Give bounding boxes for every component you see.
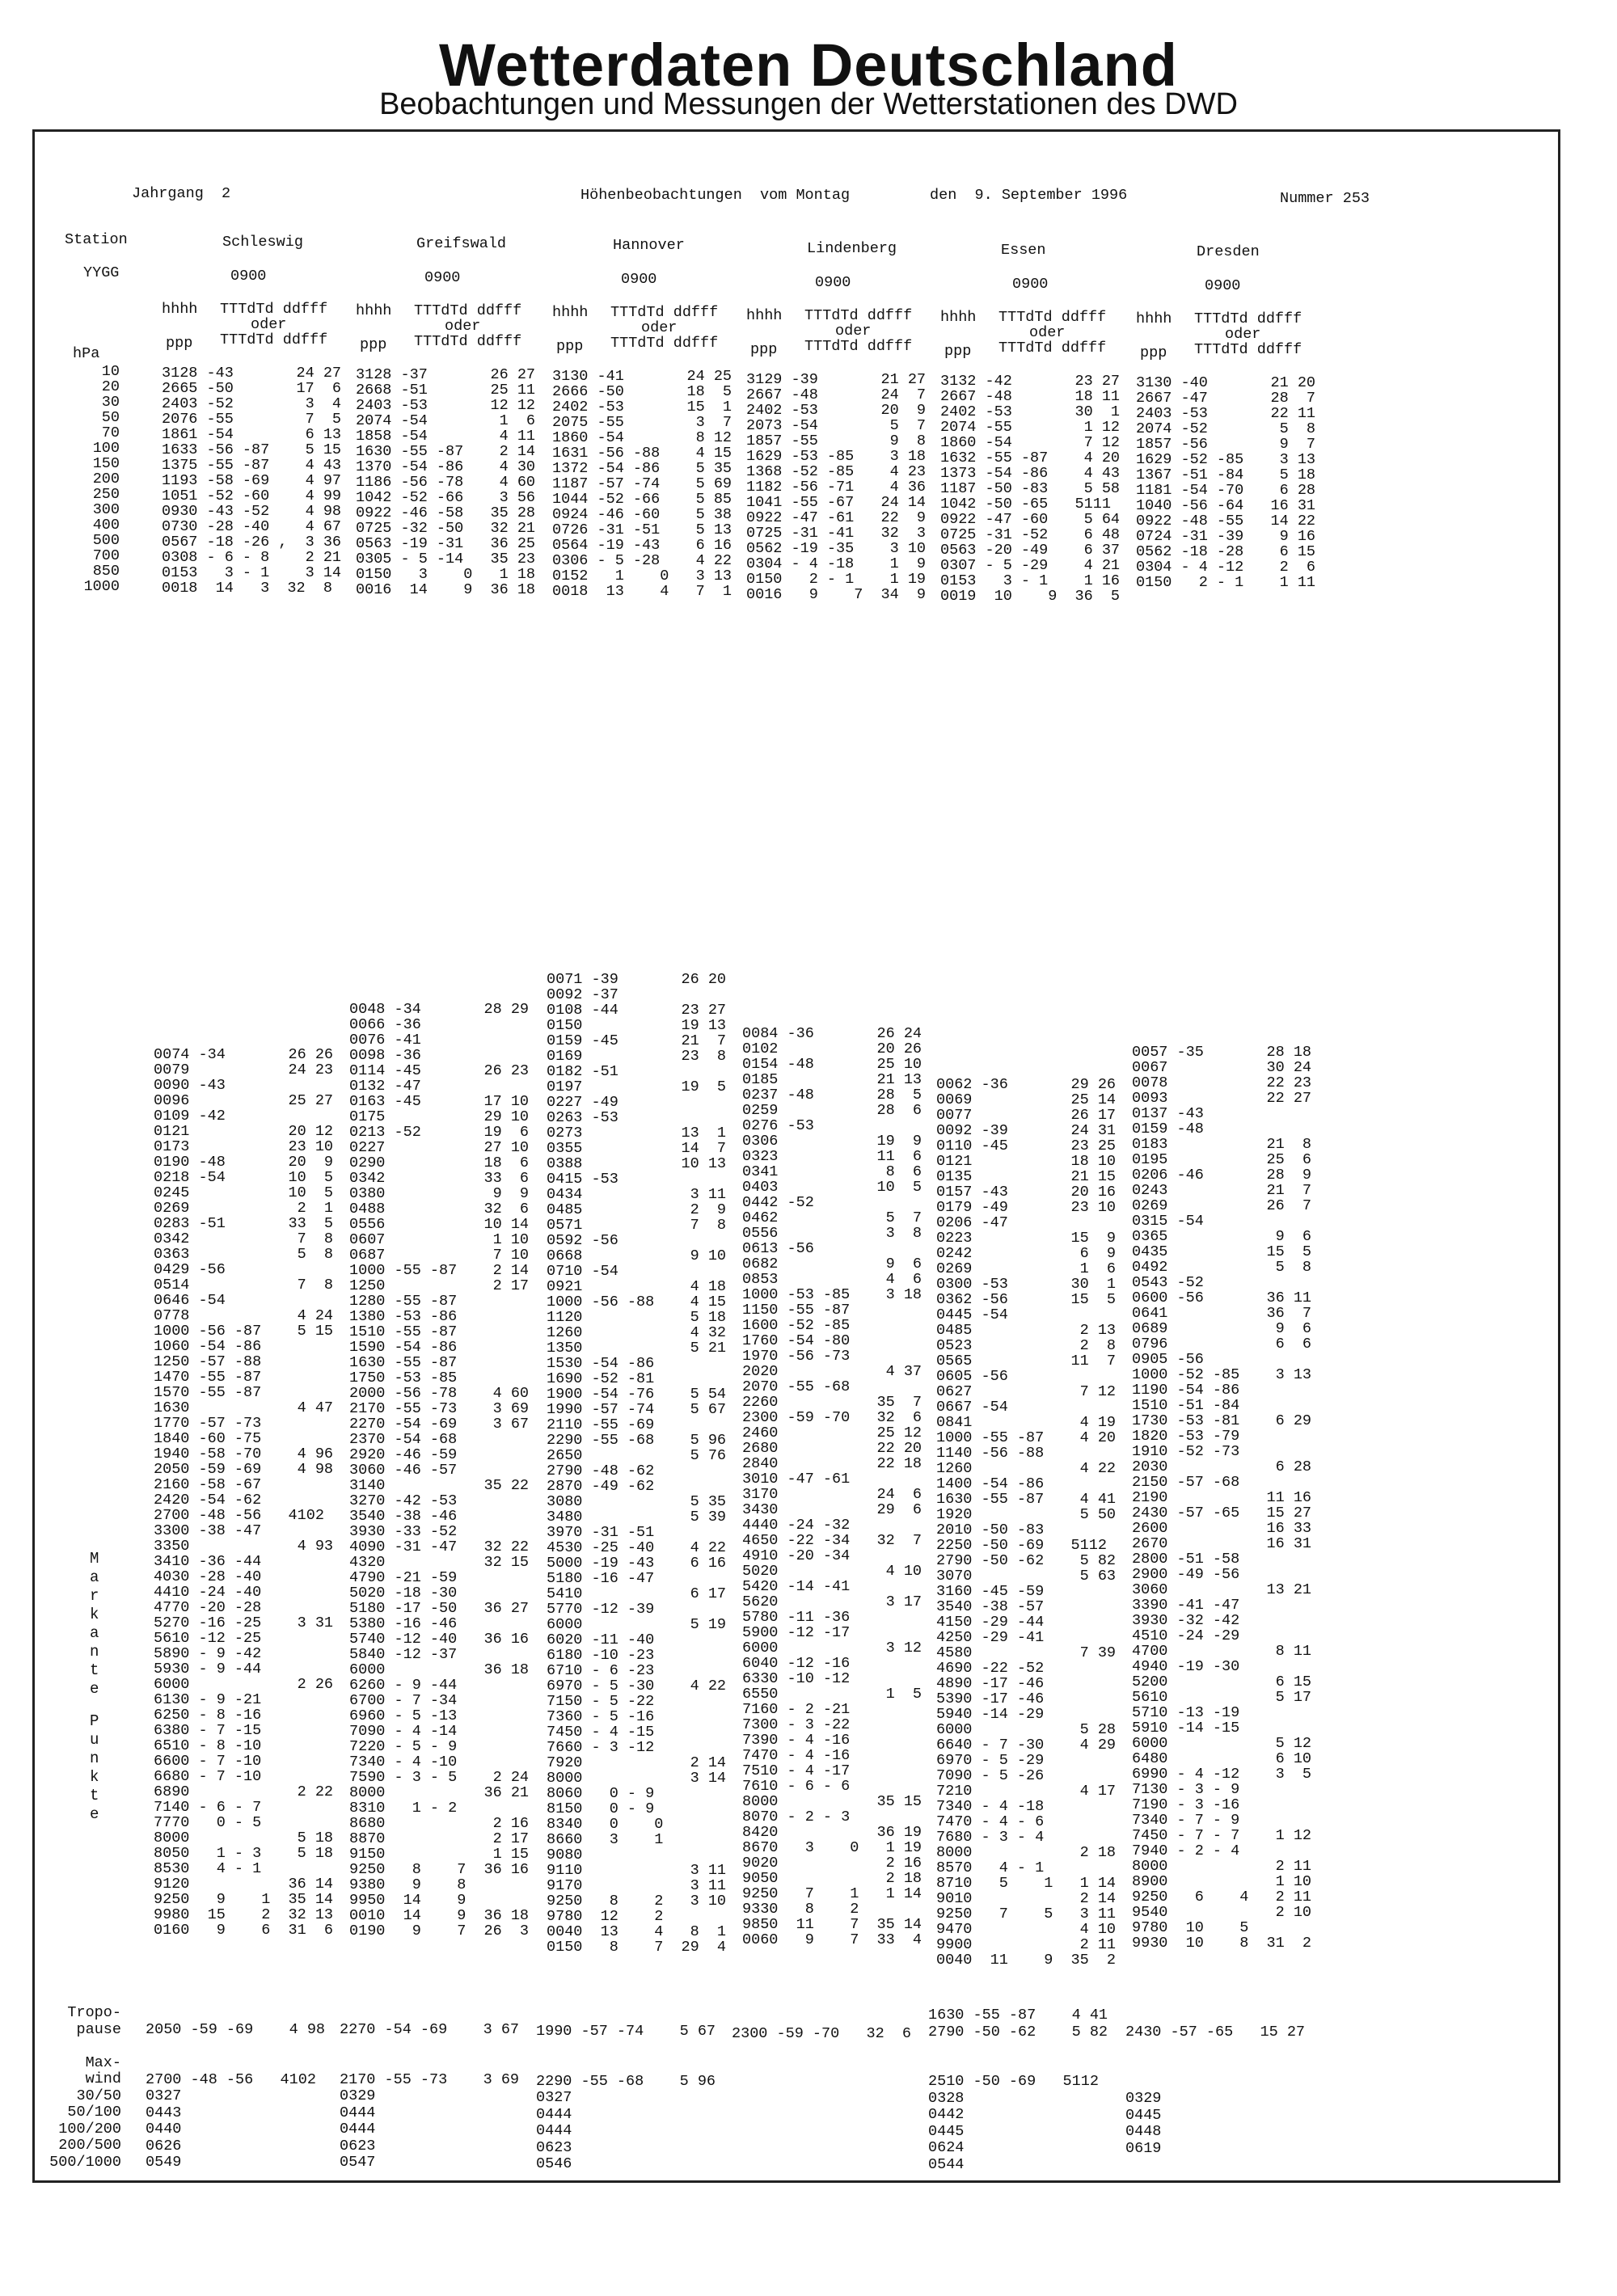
col-header-oder: oder bbox=[1029, 324, 1066, 341]
col-header-hhhh: hhhh bbox=[746, 307, 783, 324]
col-header-tttdtd-2: TTTdTd ddfff bbox=[804, 338, 913, 355]
station-time-greifswald: 0900 bbox=[424, 269, 461, 286]
station-name-essen: Essen bbox=[1001, 242, 1046, 259]
standard-levels-hannover: 3130 -41 24 25 2666 -50 18 5 2402 -53 15 1 2075 -55 3 7 1860 -54 8 12 1631 -56 -88 4 15 1372 -54 -86 5 35 1187 -57 -74 5 69 1044 -52 -66 5 85 0924 -46 -60 5 38 0726 -31 -51 5 13 0564 -19 -43 6 16 0306 - 5 -28 4 22 0152 1 0 3 13 0018 13 4 7 1 bbox=[552, 368, 733, 600]
markante-label: M a r k a n t e bbox=[90, 1550, 99, 1698]
col-header-oder: oder bbox=[445, 318, 481, 335]
hpa-label: hPa bbox=[73, 345, 100, 362]
col-header-oder: oder bbox=[251, 316, 287, 333]
col-header-tttdtd-2: TTTdTd ddfff bbox=[610, 335, 719, 352]
col-header-hhhh: hhhh bbox=[162, 301, 198, 318]
station-name-greifswald: Greifswald bbox=[416, 235, 507, 252]
col-header-tttdtd-2: TTTdTd ddfff bbox=[1194, 341, 1302, 358]
station-label: Station bbox=[65, 231, 128, 248]
bottom-labels: Tropo- pause Max- wind 30/50 50/100 100/200 200/500 500/1000 bbox=[49, 2004, 121, 2171]
col-header-oder: oder bbox=[1225, 326, 1261, 343]
standard-levels-greifswald: 3128 -37 26 27 2668 -51 25 11 2403 -53 12 12 2074 -54 1 6 1858 -54 4 11 1630 -55 -87 2 14 1370 -54 -86 4 30 1186 -56 -78 4 60 1042 -52 -66 3 56 0922 -46 -58 35 28 0725 -32 -50 32 21 0563 -19 -31 36 25 0305 - 5 -14 35 23 0150 3 0 1 18 0016 14 9 36 18 bbox=[356, 366, 536, 598]
station-name-hannover: Hannover bbox=[613, 237, 685, 254]
report-number: Nummer 253 bbox=[1280, 190, 1370, 207]
significant-points-greifswald: 0048 -34 28 29 0066 -36 0076 -41 0098 -36 0114 -45 26 23 0132 -47 0163 -45 17 10 0175 29 10 0213 -52 19 6 0227 27 10 0290 18 6 0342 33 6 0380 9 9 0488 32 6 0556 10 14 0607 1 10 0687 7 10 1000 -55 -87 2 14 1250 2 17 1280 -55 -87 1380 -53 -86 1510 -55 -87 1590 -54 -86 1630 -55 -87 1750 -53 -85 2000 -56 -78 4 60 2170 -55 -73 3 69 2270 -54 -69 3 67 2370 -54 -68 2920 -46 -59 3060 -46 -57 3140 35 22 3270 -42 -53 3540 -38 -46 3930 -33 -52 4090 -31 -47 32 22 4320 32 15 4790 -21 -59 5020 -18 -30 5180 -17 -50 36 27 5380 -16 -46 5740 -12 -40 36 16 5840 -12 -37 6000 36 18 6260 - 9 -44 6700 - 7 -34 6960 - 5 -13 7090 - 4 -14 7220 - 5 - 9 7340 - 4 -10 7590 - 3 - 5 2 24 8000 36 21 8310 1 - 2 8680 2 16 8870 2 17 9150 1 15 9250 8 7 36 16 9380 9 8 9950 14 9 0010 14 9 36 18 0190 9 7 26 3 bbox=[349, 1001, 530, 1939]
significant-points-dresden: 0057 -35 28 18 0067 30 24 0078 22 23 0093 22 27 0137 -43 0159 -48 0183 21 8 0195 25 6 0206 -46 28 9 0243 21 7 0269 26 7 0315 -54 0365 9 6 0435 15 5 0492 5 8 0543 -52 0600 -56 36 11 0641 36 7 0689 9 6 0796 6 6 0905 -56 1000 -52 -85 3 13 1190 -54 -86 1510 -51 -84 1730 -53 -81 6 29 1820 -53 -79 1910 -52 -73 2030 6 28 2150 -57 -68 2190 11 16 2430 -57 -65 15 27 2600 16 33 2670 16 31 2800 -51 -58 2900 -49 -56 3060 13 21 3390 -41 -47 3930 -32 -42 4510 -24 -29 4700 8 11 4940 -19 -30 5200 6 15 5610 5 17 5710 -13 -19 5910 -14 -15 6000 5 12 6480 6 10 6990 - 4 -12 3 5 7130 - 3 - 9 7190 - 3 -16 7340 - 7 - 9 7450 - 7 - 7 1 12 7940 - 2 - 4 8000 2 11 8900 1 10 9250 6 4 2 11 9540 2 10 9780 10 5 9930 10 8 31 2 bbox=[1132, 1044, 1312, 1952]
col-header-ppp: ppp bbox=[944, 343, 972, 360]
col-header-tttdtd: TTTdTd ddfff bbox=[610, 304, 719, 321]
col-header-hhhh: hhhh bbox=[940, 309, 977, 326]
station-time-schleswig: 0900 bbox=[230, 268, 267, 285]
pressure-levels: 10 20 30 50 70 100 150 200 250 300 400 500 700 850 1000 bbox=[83, 363, 120, 595]
significant-points-lindenberg: 0084 -36 26 24 0102 20 26 0154 -48 25 10 0185 21 13 0237 -48 28 5 0259 28 6 0276 -53 0306 19 9 0323 11 6 0341 8 6 0403 10 5 0442 -52 0462 5 7 0556 3 8 0613 -56 0682 9 6 0853 4 6 1000 -53 -85 3 18 1150 -55 -87 1600 -52 -85 1760 -54 -80 1970 -56 -73 2020 4 37 2070 -55 -68 2260 35 7 2300 -59 -70 32 6 2460 25 12 2680 22 20 2840 22 18 3010 -47 -61 3170 24 6 3430 29 6 4440 -24 -32 4650 -22 -34 32 7 4910 -20 -34 5020 4 10 5420 -14 -41 5620 3 17 5780 -11 -36 5900 -12 -17 6000 3 12 6040 -12 -16 6330 -10 -12 6550 1 5 7160 - 2 -21 7300 - 3 -22 7390 - 4 -16 7470 - 4 -16 7510 - 4 -17 7610 - 6 - 6 8000 35 15 8070 - 2 - 3 8420 36 19 8670 3 0 1 19 9020 2 16 9050 2 18 9250 7 1 1 14 9330 8 2 9850 11 7 35 14 0060 9 7 33 4 bbox=[742, 1025, 922, 1948]
standard-levels-dresden: 3130 -40 21 20 2667 -47 28 7 2403 -53 22 11 2074 -52 5 8 1857 -56 9 7 1629 -52 -85 3 13 1367 -51 -84 5 18 1181 -54 -70 6 28 1040 -56 -64 16 31 0922 -48 -55 14 22 0724 -31 -39 9 16 0562 -18 -28 6 15 0304 - 4 -12 2 6 0150 2 - 1 1 11 bbox=[1136, 374, 1316, 591]
col-header-ppp: ppp bbox=[750, 341, 778, 358]
col-header-ppp: ppp bbox=[1140, 344, 1167, 361]
col-header-tttdtd-2: TTTdTd ddfff bbox=[998, 340, 1107, 357]
col-header-tttdtd: TTTdTd ddfff bbox=[220, 301, 328, 318]
jahrgang-label: Jahrgang 2 bbox=[132, 185, 231, 202]
report-date: den 9. September 1996 bbox=[930, 187, 1128, 204]
punkte-label: P u n k t e bbox=[90, 1712, 99, 1823]
station-time-lindenberg: 0900 bbox=[815, 274, 851, 291]
col-header-oder: oder bbox=[835, 323, 872, 340]
col-header-oder: oder bbox=[641, 319, 678, 336]
station-time-dresden: 0900 bbox=[1205, 277, 1241, 294]
station-time-essen: 0900 bbox=[1012, 276, 1049, 293]
yygg-label: YYGG bbox=[83, 264, 120, 281]
tropopause-maxwind-hannover: 1990 -57 -74 5 67 2290 -55 -68 5 96 0327 0444 0444 0623 0546 bbox=[536, 2023, 716, 2172]
col-header-ppp: ppp bbox=[556, 338, 584, 355]
tropopause-maxwind-schleswig: 2050 -59 -69 4 98 2700 -48 -56 4102 0327 0443 0440 0626 0549 bbox=[146, 2021, 326, 2171]
tropopause-maxwind-greifswald: 2270 -54 -69 3 67 2170 -55 -73 3 69 0329 0444 0444 0623 0547 bbox=[340, 2021, 520, 2171]
standard-levels-lindenberg: 3129 -39 21 27 2667 -48 24 7 2402 -53 20 9 2073 -54 5 7 1857 -55 9 8 1629 -53 -85 3 18 1368 -52 -85 4 23 1182 -56 -71 4 36 1041 -55 -67 24 14 0922 -47 -61 22 9 0725 -31 -41 32 3 0562 -19 -35 3 10 0304 - 4 -18 1 9 0150 2 - 1 1 19 0016 9 7 34 9 bbox=[746, 371, 927, 603]
significant-points-schleswig: 0074 -34 26 26 0079 24 23 0090 -43 0096 25 27 0109 -42 0121 20 12 0173 23 10 0190 -48 20 9 0218 -54 10 5 0245 10 5 0269 2 1 0283 -51 33 5 0342 7 8 0363 5 8 0429 -56 0514 7 8 0646 -54 0778 4 24 1000 -56 -87 5 15 1060 -54 -86 1250 -57 -88 1470 -55 -87 1570 -55 -87 1630 4 47 1770 -57 -73 1840 -60 -75 1940 -58 -70 4 96 2050 -59 -69 4 98 2160 -58 -67 2420 -54 -62 2700 -48 -56 4102 3300 -38 -47 3350 4 93 3410 -36 -44 4030 -28 -40 4410 -24 -40 4770 -20 -28 5270 -16 -25 3 31 5610 -12 -25 5890 - 9 -42 5930 - 9 -44 6000 2 26 6130 - 9 -21 6250 - 8 -16 6380 - 7 -15 6510 - 8 -10 6600 - 7 -10 6680 - 7 -10 6890 2 22 7140 - 6 - 7 7770 0 - 5 8000 5 18 8050 1 - 3 5 18 8530 4 - 1 9120 36 14 9250 9 1 35 14 9980 15 2 32 13 0160 9 6 31 6 bbox=[154, 1046, 334, 1939]
col-header-tttdtd: TTTdTd ddfff bbox=[1194, 310, 1302, 327]
col-header-tttdtd-2: TTTdTd ddfff bbox=[414, 333, 522, 350]
observation-type: Höhenbeobachtungen vom Montag bbox=[581, 187, 851, 204]
standard-levels-essen: 3132 -42 23 27 2667 -48 18 11 2402 -53 30 1 2074 -55 1 12 1860 -54 7 12 1632 -55 -87 4 20 1373 -54 -86 4 43 1187 -50 -83 5 58 1042 -50 -65 5111 0922 -47 -60 5 64 0725 -31 -52 6 48 0563 -20 -49 6 37 0307 - 5 -29 4 21 0153 3 - 1 1 16 0019 10 9 36 5 bbox=[940, 373, 1121, 605]
col-header-ppp: ppp bbox=[166, 335, 193, 352]
col-header-tttdtd-2: TTTdTd ddfff bbox=[220, 331, 328, 348]
page-subtitle: Beobachtungen und Messungen der Wetterstationen des DWD bbox=[379, 87, 1238, 121]
tropopause-maxwind-essen: 1630 -55 -87 4 41 2790 -50 -62 5 82 2510 -50 -69 5112 0328 0442 0445 0624 0544 bbox=[928, 2007, 1108, 2173]
col-header-hhhh: hhhh bbox=[552, 304, 589, 321]
station-time-hannover: 0900 bbox=[621, 271, 657, 288]
station-name-dresden: Dresden bbox=[1197, 243, 1260, 260]
col-header-hhhh: hhhh bbox=[1136, 310, 1172, 327]
col-header-tttdtd: TTTdTd ddfff bbox=[414, 302, 522, 319]
station-name-lindenberg: Lindenberg bbox=[807, 240, 897, 257]
tropopause-maxwind-dresden: 2430 -57 -65 15 27 0329 0445 0448 0619 bbox=[1125, 2024, 1306, 2157]
tropopause-maxwind-lindenberg: 2300 -59 -70 32 6 bbox=[732, 2025, 912, 2042]
page-title: Wetterdaten Deutschland bbox=[439, 32, 1178, 99]
col-header-ppp: ppp bbox=[360, 336, 387, 353]
col-header-hhhh: hhhh bbox=[356, 302, 392, 319]
station-name-schleswig: Schleswig bbox=[222, 234, 303, 251]
col-header-tttdtd: TTTdTd ddfff bbox=[998, 309, 1107, 326]
standard-levels-schleswig: 3128 -43 24 27 2665 -50 17 6 2403 -52 3 4 2076 -55 7 5 1861 -54 6 13 1633 -56 -87 5 15 1375 -55 -87 4 43 1193 -58 -69 4 97 1051 -52 -60 4 99 0930 -43 -52 4 98 0730 -28 -40 4 67 0567 -18 -26 , 3 36 0308 - 6 - 8 2 21 0153 3 - 1 3 14 0018 14 3 32 8 bbox=[162, 365, 342, 597]
significant-points-essen: 0062 -36 29 26 0069 25 14 0077 26 17 0092 -39 24 31 0110 -45 23 25 0121 18 10 0135 21 15 0157 -43 20 16 0179 -49 23 10 0206 -47 0223 15 9 0242 6 9 0269 1 6 0300 -53 30 1 0362 -56 15 5 0445 -54 0485 2 13 0523 2 8 0565 11 7 0605 -56 0627 7 12 0667 -54 0841 4 19 1000 -55 -87 4 20 1140 -56 -88 1260 4 22 1400 -54 -86 1630 -55 -87 4 41 1920 5 50 2010 -50 -83 2250 -50 -69 5112 2790 -50 -62 5 82 3070 5 63 3160 -45 -59 3540 -38 -57 4150 -29 -44 4250 -29 -41 4580 7 39 4690 -22 -52 4890 -17 -46 5390 -17 -46 5940 -14 -29 6000 5 28 6640 - 7 -30 4 29 6970 - 5 -29 7090 - 5 -26 7210 4 17 7340 - 4 -18 7470 - 4 - 6 7680 - 3 - 4 8000 2 18 8570 4 - 1 8710 5 1 1 14 9010 2 14 9250 7 5 3 11 9470 4 10 9900 2 11 0040 11 9 35 2 bbox=[936, 1076, 1117, 1969]
significant-points-hannover: 0071 -39 26 20 0092 -37 0108 -44 23 27 0150 19 13 0159 -45 21 7 0169 23 8 0182 -51 0197 19 5 0227 -49 0263 -53 0273 13 1 0355 14 7 0388 10 13 0415 -53 0434 3 11 0485 2 9 0571 7 8 0592 -56 0668 9 10 0710 -54 0921 4 18 1000 -56 -88 4 15 1120 5 18 1260 4 32 1350 5 21 1530 -54 -86 1690 -52 -81 1900 -54 -76 5 54 1990 -57 -74 5 67 2110 -55 -69 2290 -55 -68 5 96 2650 5 76 2790 -48 -62 2870 -49 -62 3080 5 35 3480 5 39 3970 -31 -51 4530 -25 -40 4 22 5000 -19 -43 6 16 5180 -16 -47 5410 6 17 5770 -12 -39 6000 5 19 6020 -11 -40 6180 -10 -23 6710 - 6 -23 6970 - 5 -30 4 22 7150 - 5 -22 7360 - 5 -16 7450 - 4 -15 7660 - 3 -12 7920 2 14 8000 3 14 8060 0 - 9 8150 0 - 9 8340 0 0 8660 3 1 9080 9110 3 11 9170 3 11 9250 8 2 3 10 9780 12 2 0040 13 4 8 1 0150 8 7 29 4 bbox=[547, 971, 727, 1956]
col-header-tttdtd: TTTdTd ddfff bbox=[804, 307, 913, 324]
